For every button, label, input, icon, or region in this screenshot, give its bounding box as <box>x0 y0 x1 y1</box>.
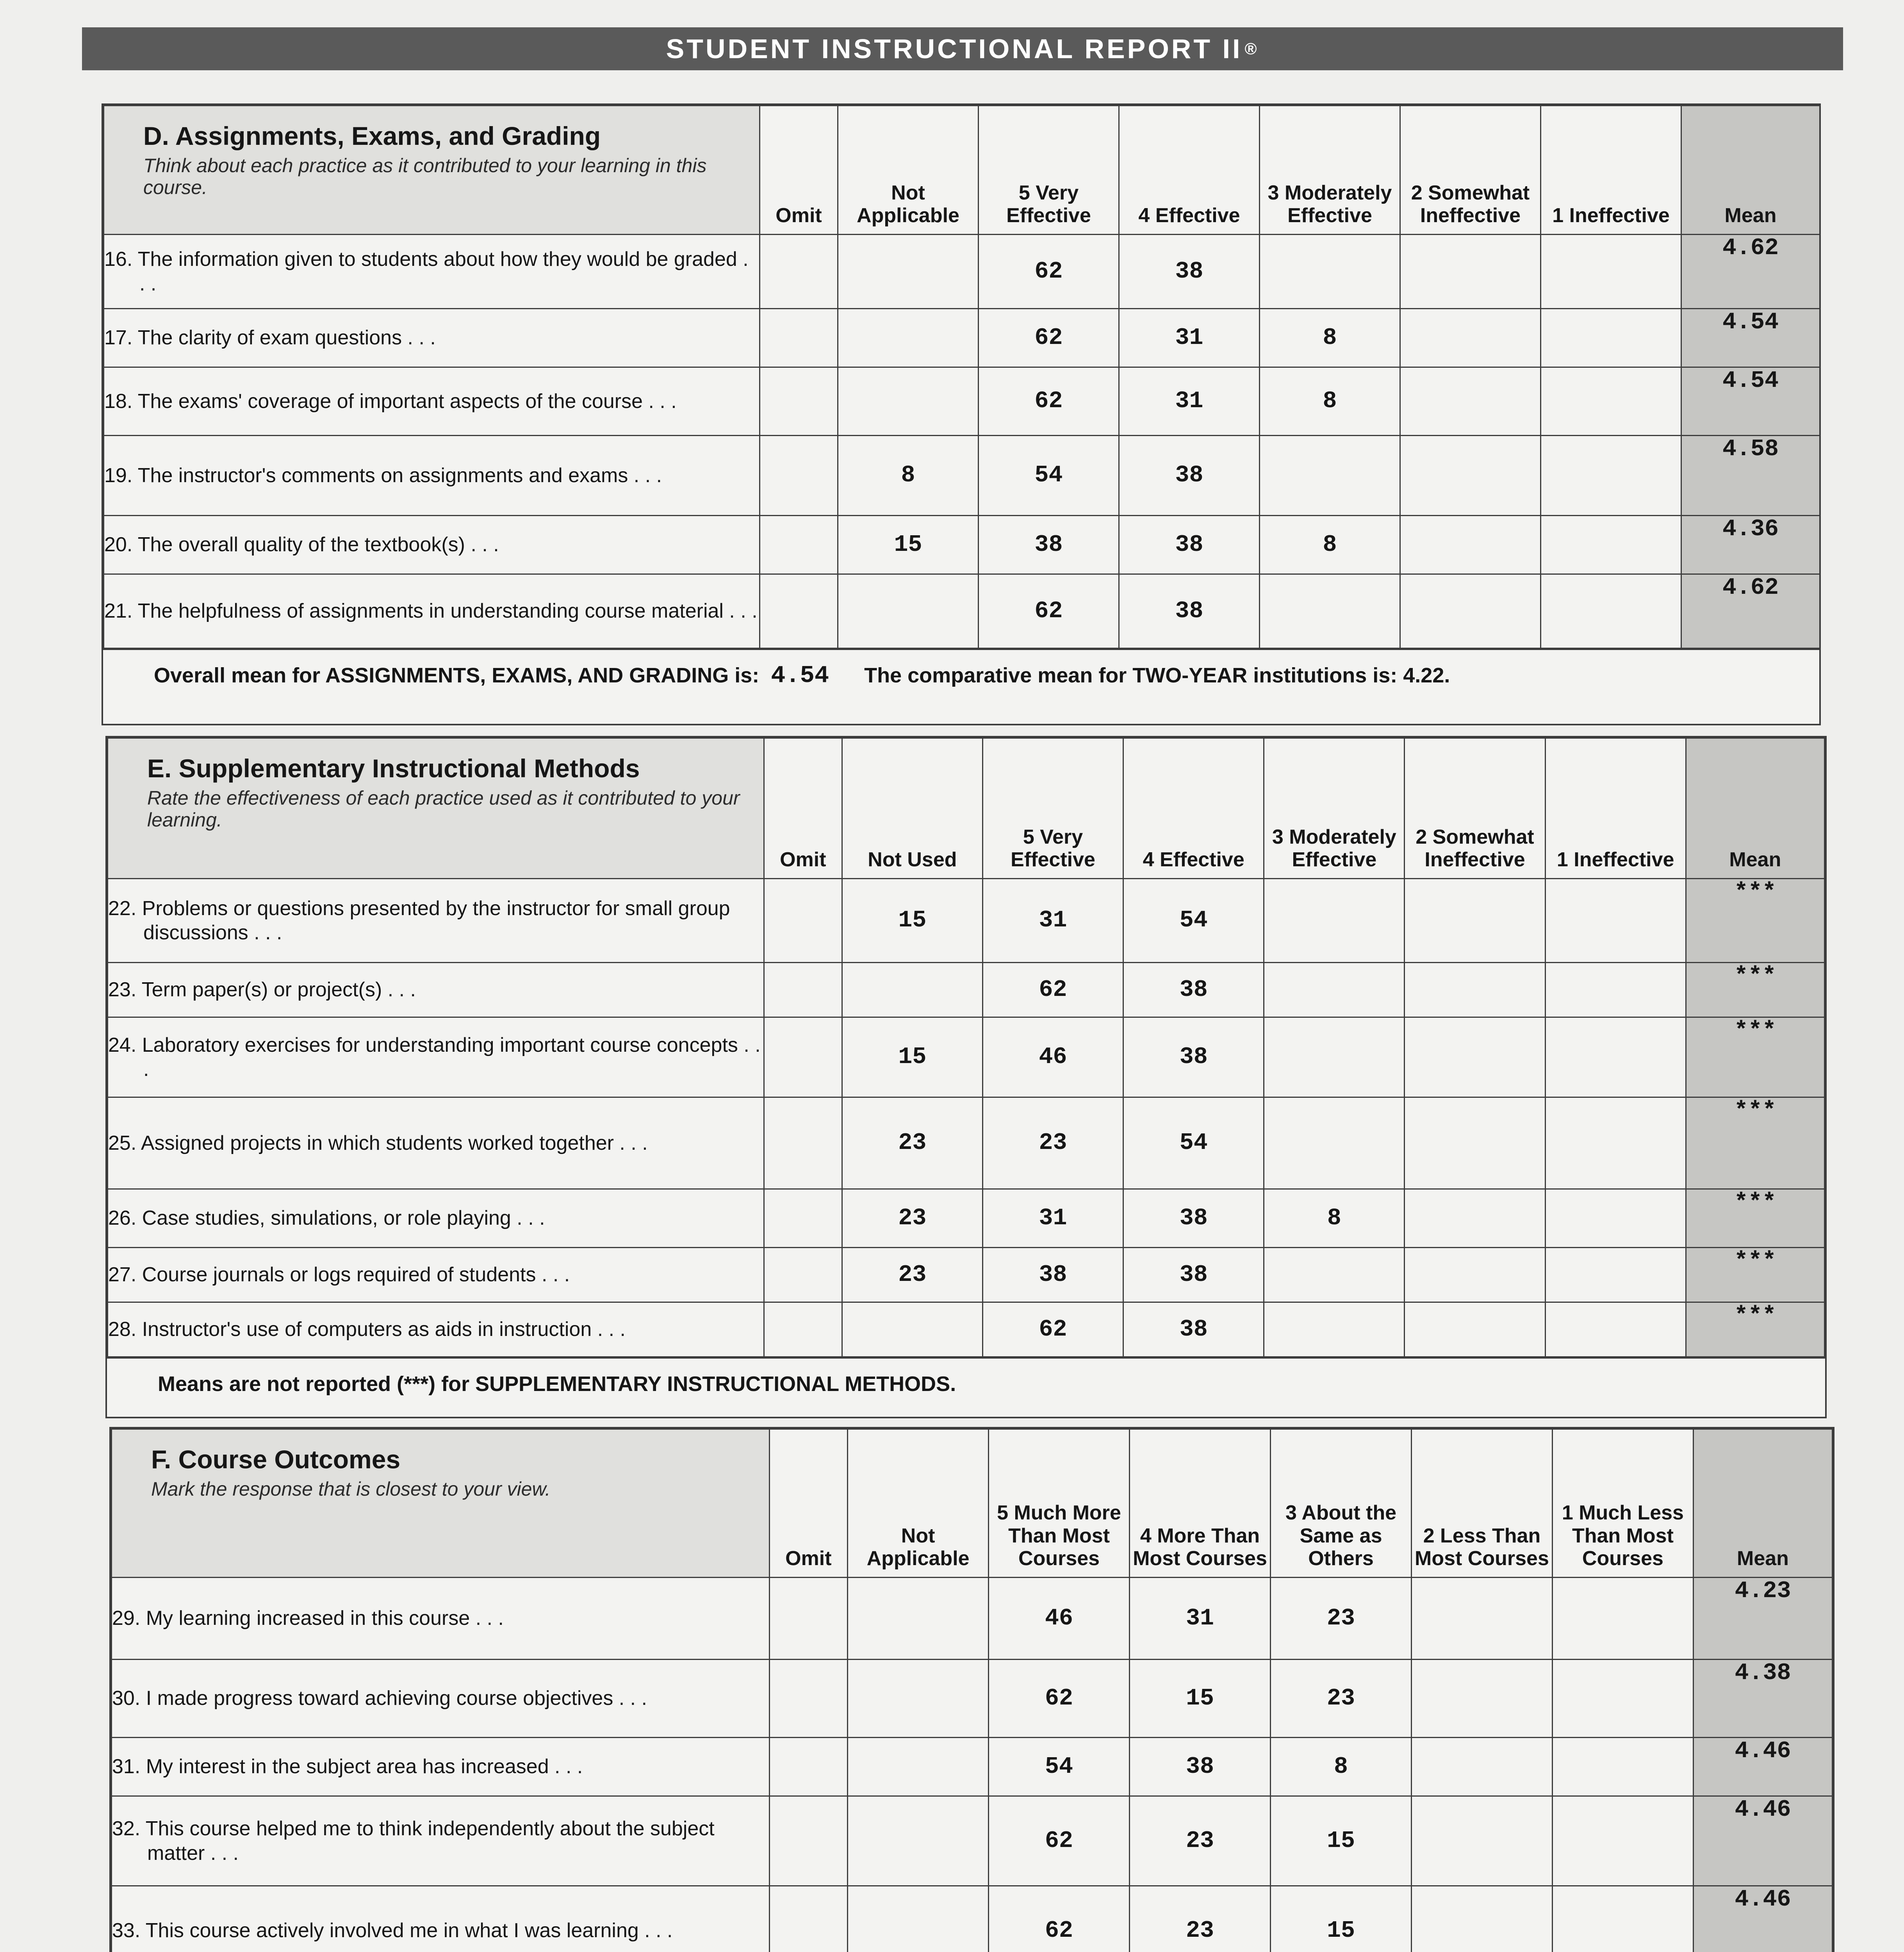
response-percent: 8 <box>1271 1738 1412 1796</box>
table-row <box>112 1738 1833 1796</box>
response-percent <box>842 963 982 1017</box>
item-text: 24. Laboratory exercises for understanding important course concepts . . . <box>108 1033 761 1081</box>
response-percent <box>838 235 979 309</box>
column-header: 2 Less Than Most Courses <box>1411 1429 1552 1578</box>
response-percent <box>1545 879 1686 963</box>
table-row <box>104 367 1820 436</box>
response-percent: 62 <box>979 309 1119 367</box>
table-row <box>108 879 1825 963</box>
response-percent: 38 <box>1119 235 1260 309</box>
table-row <box>112 1578 1833 1660</box>
column-header: 5 Very Effective <box>982 738 1123 879</box>
response-percent <box>1411 1660 1552 1738</box>
item-cell <box>112 1796 770 1886</box>
item-cell <box>108 1017 764 1097</box>
response-percent <box>764 879 842 963</box>
section-title: D. Assignments, Exams, and Grading <box>143 121 601 150</box>
response-percent <box>1260 574 1400 648</box>
item-text: 20. The overall quality of the textbook(s) . . . <box>104 533 499 556</box>
column-header: 3 Moderately Effective <box>1264 738 1405 879</box>
column-header: 1 Ineffective <box>1545 738 1686 879</box>
item-text: 18. The exams' coverage of important aspects of the course . . . <box>104 390 677 413</box>
column-header: 5 Much More Than Most Courses <box>989 1429 1130 1578</box>
response-percent <box>1264 1017 1405 1097</box>
response-percent: 62 <box>989 1886 1130 1952</box>
response-percent <box>1411 1578 1552 1660</box>
response-percent <box>1264 1302 1405 1357</box>
response-percent <box>1400 309 1541 367</box>
item-cell <box>112 1738 770 1796</box>
response-percent: 62 <box>982 963 1123 1017</box>
response-percent: 54 <box>989 1738 1130 1796</box>
table-row <box>104 516 1820 574</box>
mean-value: *** <box>1686 1248 1824 1302</box>
response-percent <box>838 574 979 648</box>
response-percent <box>1400 367 1541 436</box>
column-header: Not Used <box>842 738 982 879</box>
item-cell <box>112 1660 770 1738</box>
response-percent <box>1264 963 1405 1017</box>
mean-value: *** <box>1686 1189 1824 1248</box>
response-percent: 38 <box>1119 516 1260 574</box>
mean-value: 4.46 <box>1693 1886 1832 1952</box>
column-header: 1 Ineffective <box>1541 106 1681 235</box>
table-row <box>108 1017 1825 1097</box>
response-percent: 31 <box>982 1189 1123 1248</box>
item-cell <box>108 1189 764 1248</box>
overall-mean-label: Overall mean for ASSIGNMENTS, EXAMS, AND GRADING is: <box>154 664 759 687</box>
response-percent <box>1405 1189 1545 1248</box>
response-percent: 38 <box>1123 1189 1264 1248</box>
item-cell <box>104 436 760 516</box>
response-percent <box>1411 1886 1552 1952</box>
header-row <box>112 1429 1833 1578</box>
mean-value: 4.62 <box>1681 235 1820 309</box>
response-percent: 15 <box>1130 1660 1271 1738</box>
response-percent: 15 <box>842 1017 982 1097</box>
section-e-title-cell <box>108 738 764 879</box>
response-percent: 23 <box>1271 1660 1412 1738</box>
mean-value: 4.38 <box>1693 1660 1832 1738</box>
response-percent <box>1405 1017 1545 1097</box>
item-cell <box>108 1248 764 1302</box>
section-f-table <box>111 1428 1833 1952</box>
response-percent: 23 <box>842 1189 982 1248</box>
response-percent <box>769 1886 848 1952</box>
section-d-table <box>103 105 1820 649</box>
response-percent: 31 <box>1119 309 1260 367</box>
table-row <box>108 1189 1825 1248</box>
response-percent <box>764 1017 842 1097</box>
response-percent <box>1400 516 1541 574</box>
section-instruction: Rate the effectiveness of each practice used as it contributed to your learning. <box>147 787 740 831</box>
item-cell <box>104 516 760 574</box>
response-percent <box>760 309 838 367</box>
response-percent: 54 <box>1123 879 1264 963</box>
response-percent: 38 <box>979 516 1119 574</box>
item-cell <box>108 1097 764 1189</box>
header-row <box>104 106 1820 235</box>
column-header: 2 Somewhat Ineffective <box>1405 738 1545 879</box>
mean-value: 4.36 <box>1681 516 1820 574</box>
column-header: Mean <box>1686 738 1824 879</box>
response-percent: 62 <box>979 574 1119 648</box>
table-row <box>104 235 1820 309</box>
response-percent <box>1552 1886 1693 1952</box>
response-percent <box>838 309 979 367</box>
response-percent <box>1400 574 1541 648</box>
response-percent: 54 <box>1123 1097 1264 1189</box>
table-row <box>104 309 1820 367</box>
item-cell <box>112 1886 770 1952</box>
response-percent: 23 <box>1130 1886 1271 1952</box>
column-header: Omit <box>764 738 842 879</box>
response-percent <box>1545 963 1686 1017</box>
response-percent <box>1541 574 1681 648</box>
mean-value: 4.46 <box>1693 1738 1832 1796</box>
response-percent <box>1541 367 1681 436</box>
response-percent <box>848 1886 989 1952</box>
response-percent: 38 <box>1119 574 1260 648</box>
response-percent <box>1545 1017 1686 1097</box>
item-text: 25. Assigned projects in which students worked together . . . <box>108 1131 648 1154</box>
table-row <box>108 1302 1825 1357</box>
mean-value: 4.62 <box>1681 574 1820 648</box>
response-percent <box>1405 1302 1545 1357</box>
response-percent: 23 <box>1271 1578 1412 1660</box>
item-text: 28. Instructor's use of computers as aids in instruction . . . <box>108 1318 626 1341</box>
response-percent <box>848 1796 989 1886</box>
column-header: Omit <box>769 1429 848 1578</box>
response-percent <box>1552 1578 1693 1660</box>
response-percent: 62 <box>982 1302 1123 1357</box>
mean-value: *** <box>1686 1097 1824 1189</box>
mean-value: *** <box>1686 963 1824 1017</box>
response-percent <box>1405 1248 1545 1302</box>
column-header: Mean <box>1693 1429 1832 1578</box>
table-row <box>104 436 1820 516</box>
column-header: Mean <box>1681 106 1820 235</box>
column-header: Not Applicable <box>848 1429 989 1578</box>
response-percent <box>1405 963 1545 1017</box>
item-text: 33. This course actively involved me in what I was learning . . . <box>112 1919 673 1942</box>
response-percent <box>1400 436 1541 516</box>
table-row <box>108 963 1825 1017</box>
response-percent <box>764 963 842 1017</box>
response-percent: 8 <box>1260 367 1400 436</box>
response-percent <box>1264 1248 1405 1302</box>
response-percent <box>848 1578 989 1660</box>
response-percent <box>1260 235 1400 309</box>
response-percent: 15 <box>1271 1886 1412 1952</box>
report-banner <box>82 27 1843 70</box>
response-percent: 62 <box>989 1796 1130 1886</box>
report-title: STUDENT INSTRUCTIONAL REPORT II <box>666 34 1243 64</box>
response-percent: 23 <box>982 1097 1123 1189</box>
item-text: 32. This course helped me to think independently about the subject matter . . . <box>112 1817 715 1865</box>
response-percent <box>760 574 838 648</box>
response-percent <box>1541 309 1681 367</box>
section-title: F. Course Outcomes <box>151 1445 401 1474</box>
response-percent: 31 <box>982 879 1123 963</box>
section-d-title-cell <box>104 106 760 235</box>
mean-value: *** <box>1686 1017 1824 1097</box>
response-percent <box>1552 1660 1693 1738</box>
response-percent <box>760 367 838 436</box>
response-percent: 8 <box>1260 309 1400 367</box>
column-header: Omit <box>760 106 838 235</box>
table-row <box>112 1796 1833 1886</box>
overall-mean-value: 4.54 <box>771 661 829 689</box>
section-f-title-cell <box>112 1429 770 1578</box>
item-cell <box>108 963 764 1017</box>
response-percent <box>848 1660 989 1738</box>
item-cell <box>104 235 760 309</box>
item-cell <box>104 367 760 436</box>
response-percent <box>1264 1097 1405 1189</box>
table-row <box>112 1886 1833 1952</box>
response-percent: 8 <box>1260 516 1400 574</box>
response-percent: 46 <box>982 1017 1123 1097</box>
response-percent: 31 <box>1119 367 1260 436</box>
item-cell <box>108 1302 764 1357</box>
section-instruction: Think about each practice as it contributed to your learning in this course. <box>143 154 707 198</box>
item-text: 19. The instructor's comments on assignments and exams . . . <box>104 464 662 487</box>
report-page <box>70 27 1855 1952</box>
response-percent <box>1405 1097 1545 1189</box>
response-percent: 8 <box>1264 1189 1405 1248</box>
response-percent <box>760 436 838 516</box>
response-percent: 38 <box>982 1248 1123 1302</box>
response-percent <box>1260 436 1400 516</box>
column-header: 2 Somewhat Ineffective <box>1400 106 1541 235</box>
response-percent: 15 <box>838 516 979 574</box>
section-e <box>105 736 1827 1418</box>
item-text: 26. Case studies, simulations, or role playing . . . <box>108 1207 545 1230</box>
item-text: 29. My learning increased in this course . . . <box>112 1607 504 1630</box>
table-row <box>108 1097 1825 1189</box>
response-percent <box>1545 1302 1686 1357</box>
response-percent <box>1411 1738 1552 1796</box>
mean-value: 4.46 <box>1693 1796 1832 1886</box>
response-percent <box>760 516 838 574</box>
mean-value: 4.23 <box>1693 1578 1832 1660</box>
response-percent <box>1541 235 1681 309</box>
response-percent: 23 <box>1130 1796 1271 1886</box>
response-percent: 38 <box>1130 1738 1271 1796</box>
section-f <box>109 1427 1834 1952</box>
response-percent: 23 <box>842 1097 982 1189</box>
item-text: 21. The helpfulness of assignments in understanding course material . . . <box>104 600 758 623</box>
item-text: 17. The clarity of exam questions . . . <box>104 326 436 349</box>
response-percent <box>764 1302 842 1357</box>
response-percent <box>764 1248 842 1302</box>
item-text: 31. My interest in the subject area has increased . . . <box>112 1755 583 1778</box>
table-row <box>112 1660 1833 1738</box>
response-percent: 8 <box>838 436 979 516</box>
section-e-summary <box>107 1357 1825 1409</box>
response-percent: 62 <box>989 1660 1130 1738</box>
comparative-mean: The comparative mean for TWO-YEAR institutions is: 4.22. <box>864 664 1450 687</box>
item-cell <box>104 574 760 648</box>
section-d-summary <box>103 649 1819 701</box>
column-header: 3 Moderately Effective <box>1260 106 1400 235</box>
overall-mean-label: Means are not reported (***) for SUPPLEMENTARY INSTRUCTIONAL METHODS. <box>158 1372 956 1396</box>
response-percent <box>769 1796 848 1886</box>
registered-mark: ® <box>1244 39 1259 58</box>
column-header: 4 Effective <box>1119 106 1260 235</box>
response-percent <box>760 235 838 309</box>
column-header: 5 Very Effective <box>979 106 1119 235</box>
response-percent: 15 <box>1271 1796 1412 1886</box>
item-text: 30. I made progress toward achieving course objectives . . . <box>112 1687 647 1710</box>
response-percent <box>1545 1097 1686 1189</box>
response-percent: 15 <box>842 879 982 963</box>
mean-value: *** <box>1686 1302 1824 1357</box>
mean-value: 4.58 <box>1681 436 1820 516</box>
response-percent <box>764 1097 842 1189</box>
item-cell <box>112 1578 770 1660</box>
section-e-table <box>107 737 1825 1357</box>
table-row <box>104 574 1820 648</box>
response-percent <box>764 1189 842 1248</box>
section-d <box>102 103 1821 725</box>
column-header: 3 About the Same as Others <box>1271 1429 1412 1578</box>
item-text: 22. Problems or questions presented by the instructor for small group discussions . . . <box>108 897 730 944</box>
item-text: 23. Term paper(s) or project(s) . . . <box>108 978 416 1001</box>
item-text: 16. The information given to students about how they would be graded . . . <box>104 248 749 295</box>
column-header: 1 Much Less Than Most Courses <box>1552 1429 1693 1578</box>
response-percent: 54 <box>979 436 1119 516</box>
response-percent: 46 <box>989 1578 1130 1660</box>
response-percent <box>848 1738 989 1796</box>
response-percent <box>842 1302 982 1357</box>
response-percent <box>1264 879 1405 963</box>
response-percent: 23 <box>842 1248 982 1302</box>
table-row <box>108 1248 1825 1302</box>
response-percent: 38 <box>1123 963 1264 1017</box>
item-cell <box>104 309 760 367</box>
response-percent: 31 <box>1130 1578 1271 1660</box>
response-percent: 38 <box>1119 436 1260 516</box>
response-percent <box>1400 235 1541 309</box>
response-percent <box>838 367 979 436</box>
response-percent: 38 <box>1123 1302 1264 1357</box>
item-cell <box>108 879 764 963</box>
response-percent <box>1552 1738 1693 1796</box>
mean-value: 4.54 <box>1681 367 1820 436</box>
response-percent <box>1541 436 1681 516</box>
mean-value: *** <box>1686 879 1824 963</box>
mean-value: 4.54 <box>1681 309 1820 367</box>
header-row <box>108 738 1825 879</box>
response-percent <box>769 1660 848 1738</box>
response-percent: 38 <box>1123 1017 1264 1097</box>
column-header: 4 More Than Most Courses <box>1130 1429 1271 1578</box>
response-percent <box>1541 516 1681 574</box>
response-percent <box>769 1578 848 1660</box>
response-percent <box>769 1738 848 1796</box>
section-instruction: Mark the response that is closest to your view. <box>151 1478 551 1500</box>
response-percent: 62 <box>979 367 1119 436</box>
item-text: 27. Course journals or logs required of students . . . <box>108 1263 570 1286</box>
response-percent <box>1545 1189 1686 1248</box>
column-header: Not Applicable <box>838 106 979 235</box>
response-percent <box>1405 879 1545 963</box>
column-header: 4 Effective <box>1123 738 1264 879</box>
response-percent: 38 <box>1123 1248 1264 1302</box>
response-percent <box>1411 1796 1552 1886</box>
response-percent: 62 <box>979 235 1119 309</box>
response-percent <box>1545 1248 1686 1302</box>
section-title: E. Supplementary Instructional Methods <box>147 754 640 783</box>
response-percent <box>1552 1796 1693 1886</box>
